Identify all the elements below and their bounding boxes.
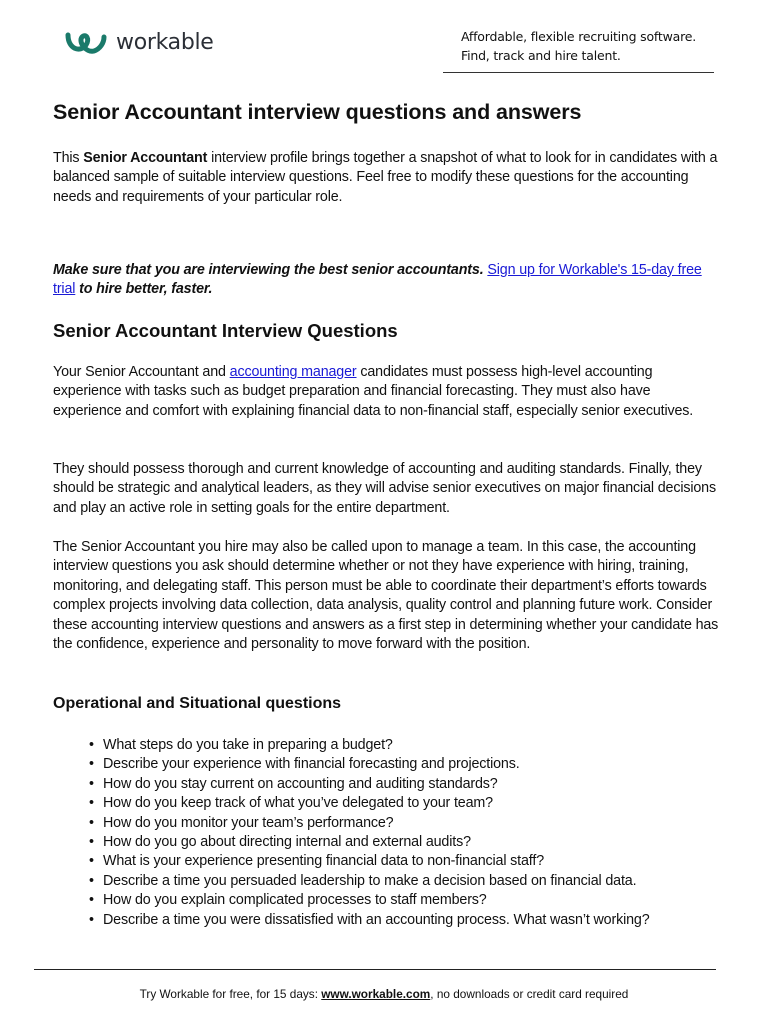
footer-prefix: Try Workable for free, for 15 days:: [139, 987, 322, 1001]
list-item: • How do you go about directing internal and external audits?: [103, 833, 650, 852]
footer-suffix: , no downloads or credit card required: [430, 987, 629, 1001]
list-item: • How do you monitor your team’s performance?: [103, 814, 650, 833]
intro-prefix: This: [53, 150, 84, 166]
tagline-line-1: Affordable, flexible recruiting software.: [461, 29, 697, 44]
tagline-line-2: Find, track and hire talent.: [461, 48, 621, 63]
intro-bold-role: Senior Accountant: [83, 150, 208, 166]
intro-suffix: interview profile brings together a snapshot of what to look for in candidates with a balanced sample of suitable interview questions. Feel free to modify these questions for the accounting needs and requirements of your particular role.: [53, 150, 718, 205]
section-heading: Senior Accountant Interview Questions: [53, 320, 398, 341]
list-item: • How do you explain complicated processes to staff members?: [103, 891, 650, 910]
list-item: • How do you keep track of what you’ve delegated to your team?: [103, 794, 650, 813]
paragraph-1: [53, 363, 721, 421]
free-trial-link[interactable]: Sign up for Workable's 15-day free trial: [53, 262, 702, 298]
list-item: • What is your experience presenting financial data to non-financial staff?: [103, 852, 650, 871]
tagline: [461, 27, 696, 65]
workable-logo-icon: [64, 29, 110, 57]
intro-paragraph: [53, 149, 721, 207]
list-item: • Describe a time you persuaded leadership to make a decision based on financial data.: [103, 872, 650, 891]
footer-divider: [34, 969, 716, 970]
accounting-manager-link[interactable]: accounting manager: [229, 364, 357, 380]
list-item: • What steps do you take in preparing a budget?: [103, 736, 650, 755]
workable-website-link[interactable]: www.workable.com: [321, 987, 431, 1001]
header-divider: [443, 72, 714, 73]
cta-paragraph: [53, 261, 721, 300]
list-item: • Describe your experience with financial forecasting and projections.: [103, 755, 650, 774]
paragraph-3: The Senior Accountant you hire may also be called upon to manage a team. In this case, the accounting interview questions you ask should determine whether or not they have experience with hiring, training, monitoring, and delegating staff. This person must be able to coordinate their department’s efforts towards complex projects involving data collection, data analysis, quality control and planning future work. Consider these accounting interview questions and answers as a first step in determining whether your candidate has the confidence, experience and personality to move forward with the position.: [53, 539, 719, 653]
cta-lead: Make sure that you are interviewing the best senior accountants.: [53, 262, 484, 278]
paragraph-2: They should possess thorough and current knowledge of accounting and auditing standards. Finally, they should be strategic and analytical leaders, as they will advise senior executives on major financial decisions and play an active role in setting goals for the entire department.: [53, 461, 716, 516]
page-title: Senior Accountant interview questions and answers: [53, 100, 582, 124]
list-item: • How do you stay current on accounting and auditing standards?: [103, 775, 650, 794]
logo-text: workable: [116, 30, 214, 55]
page-header: [0, 0, 768, 74]
workable-logo[interactable]: [64, 29, 214, 57]
subheading-operational: Operational and Situational questions: [53, 695, 342, 712]
page-footer: [0, 987, 768, 1001]
paragraph-1-prefix: Your Senior Accountant and: [53, 364, 230, 380]
questions-list: [53, 736, 650, 930]
list-item: • Describe a time you were dissatisfied with an accounting process. What wasn’t working?: [103, 911, 650, 930]
cta-tail: to hire better, faster.: [75, 281, 213, 298]
paragraph-1-suffix: candidates must possess high-level accounting experience with tasks such as budget preparation and financial forecasting. They must also have experience and comfort with explaining financial data to non-financial staff, especially senior executives.: [53, 364, 694, 419]
